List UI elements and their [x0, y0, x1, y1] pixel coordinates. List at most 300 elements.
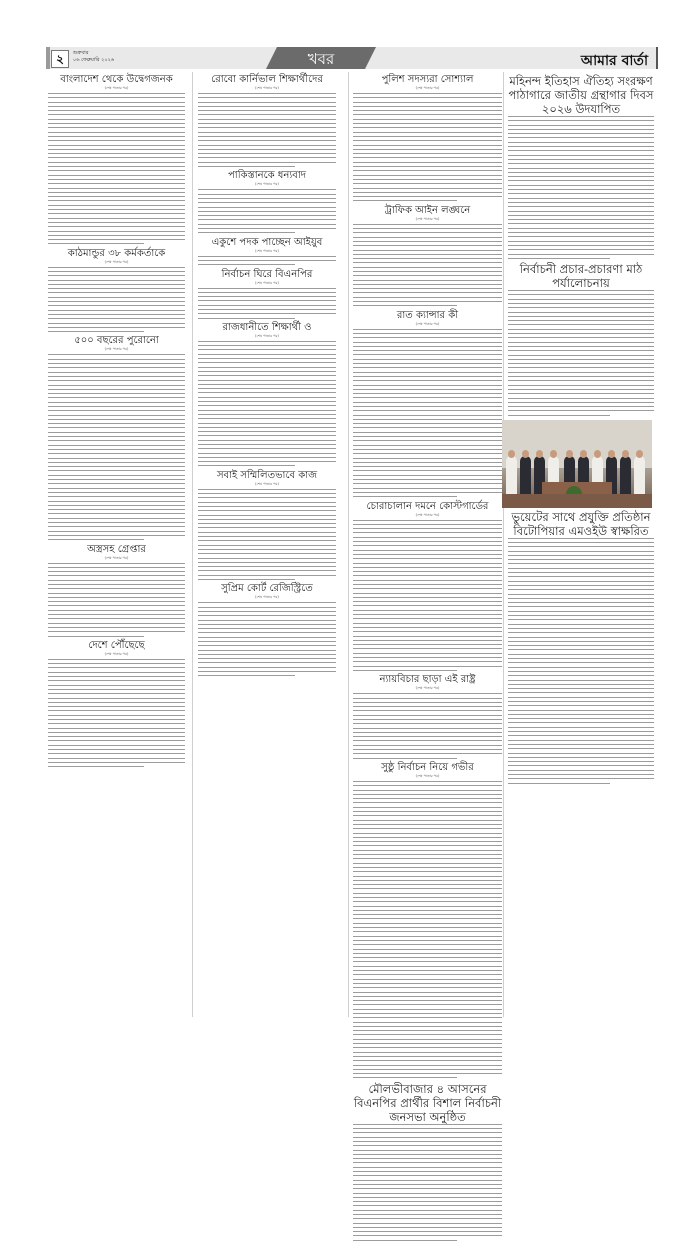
text-line	[48, 593, 185, 594]
text-line	[353, 1069, 502, 1070]
text-line	[353, 736, 502, 737]
story[interactable]	[48, 74, 185, 244]
column-3	[353, 72, 502, 1244]
text-line	[48, 267, 185, 268]
text-line	[508, 568, 654, 569]
text-line	[353, 1043, 502, 1044]
continued-label: (শেষ পাতার পর)	[415, 321, 440, 326]
headline[interactable]: ৫০০ বছরের পুরোনো	[74, 335, 159, 347]
text-line	[198, 296, 336, 297]
text-line	[353, 449, 502, 450]
text-line	[353, 807, 502, 808]
text-line	[48, 567, 185, 568]
text-line	[48, 402, 185, 403]
text-line	[508, 185, 654, 186]
text-line	[353, 640, 502, 641]
text-line	[508, 572, 654, 573]
text-line	[198, 545, 336, 546]
text-line	[508, 546, 654, 547]
body-text	[353, 1124, 502, 1241]
story[interactable]	[198, 583, 336, 676]
text-line	[48, 445, 185, 446]
text-line	[508, 125, 654, 126]
text-line	[48, 239, 185, 240]
text-line	[48, 153, 185, 154]
text-line	[48, 166, 185, 167]
body-text	[48, 93, 185, 244]
text-line	[353, 666, 502, 667]
text-line	[48, 354, 185, 355]
text-line	[198, 405, 336, 406]
text-line	[198, 435, 336, 436]
headline[interactable]: ট্রাফিক আইন লঙ্ঘনে	[384, 204, 471, 216]
text-line	[198, 602, 336, 603]
text-line	[198, 549, 336, 550]
text-line	[198, 219, 336, 220]
text-line	[353, 854, 502, 855]
body-text	[48, 659, 185, 767]
continued-label: (শেষ পাতার পর)	[104, 347, 129, 352]
text-line	[508, 680, 654, 681]
text-line	[353, 953, 502, 954]
text-line	[48, 140, 185, 141]
text-line	[48, 419, 185, 420]
text-line	[353, 785, 502, 786]
continued-label: (শেষ পাতার পর)	[255, 280, 279, 285]
text-line	[508, 380, 654, 381]
continued-label: (শেষ পাতার পর)	[104, 86, 129, 90]
text-line	[198, 489, 336, 490]
text-line	[48, 575, 185, 576]
page-header	[46, 47, 658, 69]
text-line	[508, 120, 654, 121]
continued-label: (শেষ পাতার পর)	[415, 216, 440, 221]
text-line	[353, 524, 502, 525]
headline[interactable]: কাঠমান্ডুর ৩৮ কর্মকর্তাকে	[67, 247, 166, 259]
text-line	[48, 183, 185, 184]
story[interactable]	[48, 640, 185, 767]
text-line	[198, 645, 336, 646]
headline[interactable]: একুশে পদক পাচ্ছেন আইয়ুব	[211, 236, 323, 248]
continued-label: (শেষ পাতার পর)	[255, 595, 279, 600]
text-line	[508, 228, 654, 229]
text-line	[48, 196, 185, 197]
text-line	[353, 432, 502, 433]
text-line	[353, 496, 457, 497]
text-line	[48, 453, 185, 454]
text-line	[353, 114, 502, 115]
headline[interactable]: রাজধানীতে শিক্ষার্থী ও	[222, 321, 312, 333]
text-line	[48, 292, 185, 293]
text-line	[508, 290, 654, 291]
text-line	[48, 571, 185, 572]
continued-label: (শেষ পাতার পর)	[415, 86, 440, 90]
text-line	[353, 563, 502, 564]
text-line	[198, 675, 295, 676]
headline[interactable]: অস্ত্রসহ গ্রেপ্তার	[87, 543, 146, 555]
story[interactable]	[48, 335, 185, 540]
text-line	[508, 761, 654, 762]
text-line	[508, 355, 654, 356]
text-line	[198, 305, 336, 306]
text-line	[353, 1214, 502, 1215]
text-line	[508, 137, 654, 138]
headline[interactable]: চোরাচালান দমনে কোস্টগার্ডের	[366, 500, 489, 512]
text-line	[508, 215, 654, 216]
text-line	[48, 331, 144, 332]
text-line	[48, 698, 185, 699]
text-line	[353, 119, 502, 120]
text-line	[198, 358, 336, 359]
text-line	[198, 123, 336, 124]
text-line	[353, 102, 502, 103]
text-line	[353, 897, 502, 898]
story[interactable]	[508, 262, 654, 508]
text-line	[198, 102, 336, 103]
text-line	[48, 663, 185, 664]
text-line	[353, 636, 502, 637]
text-line	[48, 205, 185, 206]
text-line	[198, 506, 336, 507]
text-line	[508, 172, 654, 173]
text-line	[198, 611, 336, 612]
headline[interactable]: পাকিস্তানকে ধন্যবাদ	[228, 170, 306, 182]
text-line	[353, 550, 502, 551]
headline[interactable]: নির্বাচনী প্রচার-প্রচারণা মাঠ পর্যালোচনায়	[519, 262, 643, 291]
text-line	[48, 132, 185, 133]
text-line	[48, 745, 185, 746]
text-line	[353, 719, 502, 720]
text-line	[508, 299, 654, 300]
text-line	[198, 632, 336, 633]
body-text	[198, 341, 336, 467]
text-line	[508, 765, 654, 766]
story[interactable]	[48, 544, 185, 637]
text-line	[48, 410, 185, 411]
text-line	[48, 397, 185, 398]
text-line	[48, 157, 185, 158]
headline[interactable]: পুলিশ সদস্যরা সোশ্যাল	[381, 74, 474, 85]
text-line	[353, 1197, 502, 1198]
headline[interactable]: দেশে পৌঁছেছে	[88, 639, 145, 651]
text-line	[353, 996, 502, 997]
story[interactable]	[353, 1082, 502, 1241]
continued-label: (শেষ পাতার পর)	[104, 259, 129, 264]
text-line	[353, 329, 502, 330]
continued-label: (শেষ পাতার পর)	[255, 333, 279, 338]
text-line	[353, 918, 502, 919]
story[interactable]	[353, 74, 502, 201]
text-line	[508, 581, 654, 582]
text-line	[508, 258, 610, 259]
text-line	[508, 389, 654, 390]
text-line	[353, 745, 502, 746]
text-line	[508, 346, 654, 347]
text-line	[508, 624, 654, 625]
text-line	[353, 820, 502, 821]
text-line	[353, 1167, 502, 1168]
text-line	[48, 740, 185, 741]
text-line	[198, 579, 295, 580]
text-line	[353, 342, 502, 343]
text-line	[198, 641, 336, 642]
text-line	[353, 188, 502, 189]
text-line	[48, 318, 185, 319]
text-line	[198, 444, 336, 445]
text-line	[508, 615, 654, 616]
text-line	[48, 305, 185, 306]
text-line	[353, 359, 502, 360]
text-line	[353, 1223, 502, 1224]
text-line	[508, 714, 654, 715]
headline[interactable]: ভুয়েটের সাথে প্রযুক্তি প্রতিষ্ঠান বিটোপিয়ার এমওইউ স্বাক্ষরিত	[511, 509, 651, 538]
text-line	[353, 1128, 502, 1129]
text-line	[48, 423, 185, 424]
text-line	[198, 145, 336, 146]
text-line	[353, 554, 502, 555]
text-line	[48, 243, 144, 244]
text-line	[353, 923, 502, 924]
text-line	[508, 159, 654, 160]
text-line	[353, 949, 502, 950]
text-line	[508, 316, 654, 317]
photo-head	[622, 450, 629, 458]
text-line	[353, 245, 502, 246]
text-line	[508, 342, 654, 343]
photo-head	[594, 450, 601, 458]
text-line	[198, 127, 336, 128]
text-line	[353, 385, 502, 386]
story[interactable]	[353, 674, 502, 758]
text-line	[353, 837, 502, 838]
text-line	[198, 264, 295, 265]
text-line	[353, 828, 502, 829]
story[interactable]	[353, 501, 502, 671]
text-line	[353, 200, 457, 201]
text-line	[353, 237, 502, 238]
text-line	[198, 153, 336, 154]
text-line	[48, 123, 185, 124]
text-line	[353, 397, 502, 398]
text-line	[198, 523, 336, 524]
text-line	[353, 931, 502, 932]
headline[interactable]: নির্বাচন ঘিরে বিএনপির	[221, 268, 313, 280]
text-line	[198, 114, 336, 115]
photo-head	[580, 450, 587, 458]
text-line	[353, 1150, 502, 1151]
text-line	[508, 333, 654, 334]
text-line	[353, 979, 502, 980]
text-line	[353, 1047, 502, 1048]
text-line	[48, 427, 185, 428]
text-line	[198, 375, 336, 376]
text-line	[508, 254, 654, 255]
text-line	[198, 457, 336, 458]
text-line	[198, 654, 336, 655]
text-line	[48, 288, 185, 289]
headline[interactable]: ন্যায়বিচার ছাড়া এই রাষ্ট্র	[379, 674, 476, 686]
text-line	[198, 198, 336, 199]
text-line	[508, 155, 654, 156]
column-rule	[503, 72, 504, 1017]
text-line	[353, 1124, 502, 1125]
text-line	[353, 845, 502, 846]
text-line	[48, 367, 185, 368]
headline[interactable]: রোবো কার্নিভাল শিক্ষার্থীদের	[211, 74, 323, 85]
text-line	[353, 354, 502, 355]
text-line	[353, 241, 502, 242]
body-text	[48, 563, 185, 637]
text-line	[353, 1052, 502, 1053]
text-line	[508, 598, 654, 599]
text-line	[198, 453, 336, 454]
text-line	[48, 110, 185, 111]
text-line	[48, 235, 185, 236]
text-line	[353, 301, 502, 302]
story[interactable]	[198, 470, 336, 580]
text-line	[48, 470, 185, 471]
story[interactable]	[198, 237, 336, 266]
text-line	[48, 200, 185, 201]
text-line	[353, 145, 502, 146]
text-line	[353, 292, 502, 293]
text-line	[508, 735, 654, 736]
text-line	[508, 393, 654, 394]
text-line	[48, 93, 185, 94]
text-line	[508, 697, 654, 698]
body-text	[508, 116, 654, 259]
body-text	[508, 538, 654, 784]
text-line	[353, 132, 502, 133]
text-line	[353, 571, 502, 572]
text-line	[353, 537, 502, 538]
text-line	[48, 488, 185, 489]
text-line	[508, 576, 654, 577]
text-line	[353, 614, 502, 615]
text-line	[48, 136, 185, 137]
story[interactable]	[508, 74, 654, 259]
column-rule	[192, 72, 193, 1017]
text-line	[353, 250, 502, 251]
text-line	[353, 1013, 502, 1014]
story[interactable]	[198, 170, 336, 233]
text-line	[198, 157, 336, 158]
headline[interactable]: রাত ক্যান্সার কী	[396, 309, 459, 321]
text-line	[353, 372, 502, 373]
text-line	[353, 462, 502, 463]
story[interactable]	[198, 74, 336, 167]
text-line	[353, 631, 502, 632]
text-line	[198, 607, 336, 608]
text-line	[48, 736, 185, 737]
text-line	[508, 632, 654, 633]
text-line	[48, 393, 185, 394]
text-line	[198, 93, 336, 94]
text-line	[353, 661, 502, 662]
text-line	[508, 202, 654, 203]
story[interactable]	[48, 248, 185, 332]
text-line	[48, 222, 185, 223]
headline[interactable]: সুপ্রিম কোর্ট রেজিস্ট্রিতে	[221, 583, 313, 595]
text-line	[48, 518, 185, 519]
story[interactable]	[198, 269, 336, 319]
photo-head	[608, 450, 615, 458]
text-line	[508, 163, 654, 164]
text-line	[48, 275, 185, 276]
story[interactable]	[353, 205, 502, 307]
text-line	[198, 624, 336, 625]
text-line	[48, 363, 185, 364]
story[interactable]	[508, 510, 654, 784]
text-line	[48, 231, 185, 232]
text-line	[353, 436, 502, 437]
continued-label: (শেষ পাতার পর)	[255, 86, 279, 90]
headline[interactable]: বাংলাদেশ থেকে উদ্বেগজনক	[60, 74, 173, 85]
text-line	[198, 211, 336, 212]
text-line	[48, 706, 185, 707]
text-line	[353, 136, 502, 137]
text-line	[198, 215, 336, 216]
text-line	[353, 453, 502, 454]
headline[interactable]: সুষ্ঠু নির্বাচন নিয়ে গভীর	[381, 761, 474, 773]
headline[interactable]: মহিনন্দ ইতিহাস ঐতিহ্য সংরক্ষণ পাঠাগারে জাতীয় গ্রন্থাগার দিবস ২০২৬ উদযাপিত	[508, 74, 654, 116]
text-line	[198, 650, 336, 651]
text-line	[353, 1056, 502, 1057]
text-line	[48, 597, 185, 598]
text-line	[198, 388, 336, 389]
headline[interactable]: সবাই সম্মিলিতভাবে কাজ	[216, 469, 318, 481]
text-line	[353, 790, 502, 791]
text-line	[353, 157, 502, 158]
text-line	[353, 728, 502, 729]
text-line	[353, 580, 502, 581]
text-line	[508, 710, 654, 711]
text-line	[353, 1034, 502, 1035]
text-line	[353, 1017, 502, 1018]
text-line	[508, 551, 654, 552]
text-line	[508, 628, 654, 629]
text-line	[48, 715, 185, 716]
text-line	[198, 260, 336, 261]
text-line	[508, 245, 654, 246]
text-line	[508, 778, 654, 779]
text-line	[353, 1004, 502, 1005]
text-line	[353, 1175, 502, 1176]
text-line	[198, 349, 336, 350]
text-line	[48, 563, 185, 564]
text-line	[353, 715, 502, 716]
headline[interactable]: মৌলভীবাজার ৪ আসনের বিএনপির প্রার্থীর বিশাল নির্বাচনী জনসভা অনুষ্ঠিত	[353, 1081, 502, 1124]
text-line	[198, 318, 295, 319]
text-line	[353, 532, 502, 533]
text-line	[353, 179, 502, 180]
text-line	[353, 597, 502, 598]
text-line	[353, 798, 502, 799]
text-line	[48, 209, 185, 210]
story[interactable]	[353, 762, 502, 1078]
text-line	[353, 693, 502, 694]
text-line	[353, 297, 502, 298]
photo-head	[550, 450, 557, 458]
text-line	[353, 140, 502, 141]
text-line	[353, 123, 502, 124]
story[interactable]	[198, 322, 336, 467]
text-line	[48, 188, 185, 189]
text-line	[48, 749, 185, 750]
text-line	[508, 649, 654, 650]
text-line	[353, 262, 502, 263]
story[interactable]	[353, 310, 502, 498]
